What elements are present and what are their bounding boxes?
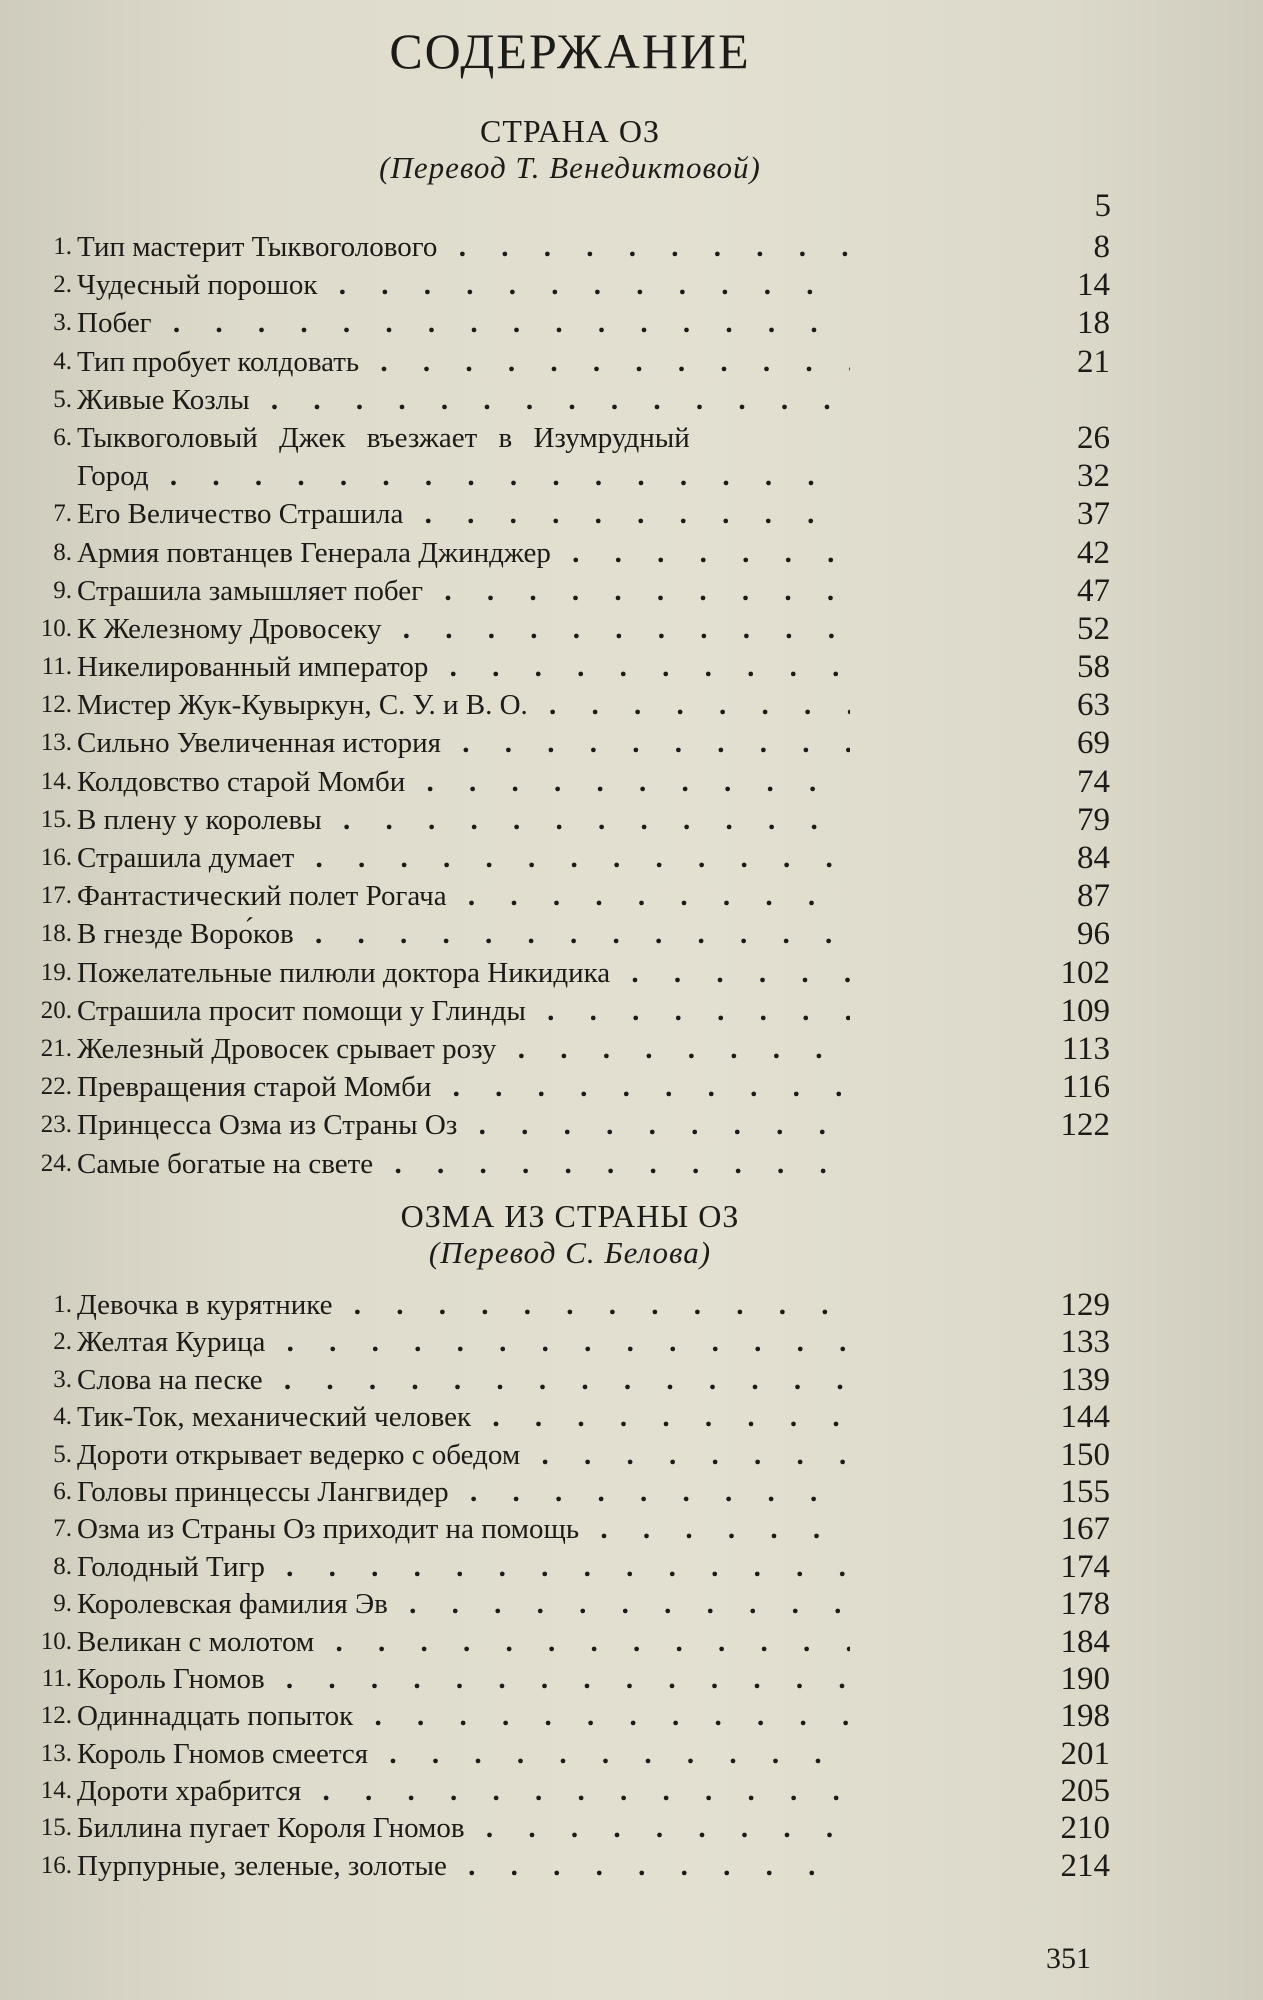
toc-entry-number: 9.: [53, 1590, 72, 1618]
toc-entry-number: 20.: [40, 996, 72, 1024]
toc-entry: [30, 724, 1120, 762]
section-title-ozma: ОЗМА ИЗ СТРАНЫ ОЗ: [400, 1198, 740, 1234]
toc-entry-number: 3.: [53, 1365, 72, 1393]
toc-entry: [30, 1510, 1120, 1547]
toc-entry-number: 18.: [40, 920, 72, 948]
toc-entry-title: Колдовство старой Момби . . .: [77, 763, 850, 801]
toc-entry: [30, 1473, 1120, 1510]
toc-entry-title: Тип мастерит Тыквоголового . . .: [77, 228, 850, 266]
toc-entry: [30, 1847, 1120, 1884]
toc-entry-page: 150: [1060, 1436, 1110, 1473]
section-translator-strana-oz: (Перевод Т. Венедиктовой): [379, 150, 761, 185]
toc-entry-number: 6.: [53, 1477, 72, 1505]
toc-entry-page: 210: [1060, 1810, 1110, 1847]
toc-entry-page: 26: [1077, 419, 1110, 456]
toc-entry-page: 122: [1060, 1107, 1110, 1144]
toc-entry-title: Девочка в курятнике . . .: [77, 1286, 850, 1324]
toc-entry: [30, 801, 1120, 839]
toc-entry-title: Страшила замышляет побег . . .: [77, 572, 850, 610]
toc-entry-number: 9.: [53, 576, 72, 604]
toc-entry-page: 113: [1061, 1030, 1110, 1067]
toc-entry-title: Тыквоголовый Джек въезжает в Изумрудный: [77, 421, 690, 454]
toc-entry-number: 16.: [40, 844, 72, 871]
toc-entry: [30, 686, 1120, 724]
toc-entry-page: 174: [1060, 1548, 1110, 1585]
toc-entry-title: Страшила просит помощи у Глинды . . .: [77, 992, 850, 1030]
toc-entry-number: 11.: [41, 1664, 72, 1692]
toc-entry: [30, 1548, 1120, 1585]
toc-entry-page: 14: [1077, 267, 1110, 304]
toc-entry-title: Побег . . .: [77, 304, 850, 342]
toc-entry: [30, 419, 1120, 457]
toc-entry-title: Слова на песке . . .: [77, 1361, 850, 1399]
toc-entry: [30, 610, 1120, 648]
toc-entry-title: Великан с молотом . . .: [77, 1623, 850, 1661]
toc-entry-page: 18: [1077, 305, 1110, 342]
toc-entry-page: 139: [1060, 1361, 1110, 1398]
toc-entry-title: Желтая Курица . . .: [77, 1323, 850, 1361]
toc-entry: [30, 1145, 1120, 1183]
toc-entry: [30, 343, 1120, 381]
toc-entry: [30, 1361, 1120, 1398]
toc-entry: [30, 1809, 1120, 1846]
toc-entry-page: 84: [1077, 840, 1110, 876]
toc-entry: [30, 1735, 1120, 1772]
toc-entry-title: Дороти храбрится . . .: [77, 1772, 850, 1810]
toc-entry-number: 4.: [53, 1403, 72, 1431]
toc-entry-page: 205: [1060, 1773, 1110, 1810]
toc-entry-page: 63: [1077, 687, 1110, 724]
toc-entry: [30, 457, 1120, 495]
toc-entry-page: 21: [1077, 343, 1110, 380]
page-title: СОДЕРЖАНИЕ: [389, 23, 751, 79]
toc-entry-title: Дороти открывает ведерко с обедом . . .: [77, 1436, 850, 1474]
toc-entry-number: 2.: [53, 1328, 72, 1356]
toc-entry-title: Король Гномов смеется . . .: [77, 1735, 850, 1773]
toc-entry-number: 12.: [40, 691, 72, 719]
toc-entry-title: Озма из Страны Оз приходит на помощь . . .: [77, 1510, 850, 1548]
toc-entry-title: Голодный Тигр . . .: [77, 1548, 850, 1586]
toc-entry-number: 16.: [40, 1851, 72, 1879]
toc-entry: [30, 1623, 1120, 1660]
toc-entry: [30, 266, 1120, 304]
toc-entry-title: Страшила думает . . .: [77, 839, 850, 877]
toc-entry-page: 109: [1060, 992, 1110, 1029]
toc-entry-title: Принцесса Озма из Страны Оз . . .: [77, 1106, 850, 1144]
toc-entry-title: В плену у королевы . . .: [77, 801, 850, 839]
toc-entry-number: 23.: [40, 1111, 72, 1139]
toc-entry: [30, 648, 1120, 686]
toc-entry-number: 7.: [53, 500, 72, 528]
toc-entry-title: Тик-Ток, механический человек . . .: [77, 1398, 850, 1436]
toc-entry: [30, 1030, 1120, 1068]
toc-entry-number: 19.: [40, 958, 72, 986]
toc-entry-page: 47: [1077, 572, 1110, 609]
toc-entry: [30, 572, 1120, 610]
toc-entry-number: 17.: [40, 882, 72, 910]
toc-entry-number: 11.: [41, 653, 72, 681]
toc-entry-number: 2.: [53, 271, 72, 299]
toc-entry-page: 42: [1077, 534, 1110, 571]
toc-entry-page: 8: [1093, 229, 1110, 265]
toc-entry-page: 129: [1060, 1287, 1110, 1323]
toc-entry-title: Чудесный порошок . . .: [77, 266, 850, 304]
toc-entry: [30, 915, 1120, 953]
toc-entry-page: 96: [1077, 916, 1110, 953]
toc-entry: [30, 1697, 1120, 1734]
toc-entry-number: 10.: [40, 1627, 72, 1655]
section-title-strana-oz: СТРАНА ОЗ: [479, 113, 661, 149]
toc-entry-number: 14.: [40, 767, 72, 795]
toc-entry: [30, 992, 1120, 1030]
toc-entry-page: 144: [1060, 1399, 1110, 1436]
toc-entry: [30, 1585, 1120, 1622]
toc-entry: [30, 1323, 1120, 1360]
toc-entry-number: 6.: [53, 423, 72, 451]
toc-entry: [30, 534, 1120, 572]
toc-entry-title: Мистер Жук-Кувыркун, С. У. и В. О. . . .: [77, 686, 850, 724]
toc-entry-title: Головы принцессы Лангвидер . . .: [77, 1473, 850, 1511]
toc-entry: [30, 1436, 1120, 1473]
toc-entry-number: 5.: [53, 385, 72, 413]
toc-entry-title: Превращения старой Момби . . .: [77, 1068, 850, 1106]
toc-entry-page: 167: [1060, 1511, 1110, 1548]
toc-entry-title: Сильно Увеличенная история . . .: [77, 724, 850, 762]
toc-entry-page: 52: [1077, 610, 1110, 647]
toc-entry-title: Никелированный император . . .: [77, 648, 850, 686]
toc-entry-title: Армия повтанцев Генерала Джинджер . . .: [77, 534, 850, 572]
toc-entry-page: 190: [1060, 1660, 1110, 1697]
toc-entry-page: 198: [1060, 1698, 1110, 1735]
toc-entry-number: 12.: [40, 1702, 72, 1730]
toc-list-ozma: [30, 1286, 1120, 1884]
toc-entry-number: 8.: [53, 538, 72, 566]
toc-entry-title: Живые Козлы . . .: [77, 381, 850, 419]
toc-entry-title: Одиннадцать попыток . . .: [77, 1697, 850, 1735]
toc-entry-page: 133: [1060, 1324, 1110, 1361]
toc-entry-number: 13.: [40, 729, 72, 757]
toc-entry-number: 5.: [53, 1440, 72, 1468]
toc-entry: [30, 1398, 1120, 1435]
toc-entry: [30, 1286, 1120, 1323]
toc-entry-page: 201: [1060, 1735, 1110, 1772]
toc-entry-title: Королевская фамилия Эв . . .: [77, 1585, 850, 1623]
toc-entry-title: Город . . .: [77, 457, 850, 495]
toc-entry-page: 214: [1060, 1847, 1110, 1884]
toc-entry-title: Пожелательные пилюли доктора Никидика . . .: [77, 954, 850, 992]
toc-entry-number: 7.: [53, 1515, 72, 1543]
toc-entry: [30, 1660, 1120, 1697]
toc-entry-title: Его Величество Страшила . . .: [77, 495, 850, 533]
toc-entry: [30, 1068, 1120, 1106]
toc-entry: [30, 381, 1120, 419]
toc-entry-number: 22.: [40, 1073, 72, 1101]
toc-entry-number: 1.: [53, 233, 72, 260]
toc-entry-number: 15.: [40, 805, 72, 833]
toc-entry-title: Король Гномов . . .: [77, 1660, 850, 1698]
toc-entry-title: В гнезде Воро́ков . . .: [77, 915, 850, 953]
toc-entry-page: 178: [1060, 1586, 1110, 1623]
toc-entry-page: 184: [1060, 1623, 1110, 1660]
toc-entry: [30, 495, 1120, 533]
toc-entry: [30, 763, 1120, 801]
toc-entry-page: 69: [1077, 725, 1110, 762]
toc-list-strana-oz: [30, 228, 1120, 1183]
toc-entry: [30, 954, 1120, 992]
toc-entry-number: 10.: [40, 614, 72, 642]
toc-entry: [30, 304, 1120, 342]
toc-entry-number: 13.: [40, 1739, 72, 1767]
toc-entry-page: 58: [1077, 649, 1110, 686]
toc-entry-number: 14.: [40, 1777, 72, 1805]
toc-entry-page: 37: [1077, 496, 1110, 533]
toc-entry-title: Самые богатые на свете . . .: [77, 1145, 850, 1183]
toc-entry-page: 74: [1077, 763, 1110, 800]
toc-entry-number: 4.: [53, 347, 72, 375]
toc-entry-title: Тип пробует колдовать . . .: [77, 343, 850, 381]
toc-entry-number: 1.: [53, 1291, 72, 1318]
toc-entry-page: 79: [1077, 801, 1110, 838]
page-number: 351: [1046, 1942, 1091, 1975]
intro-page-number: 5: [1094, 188, 1111, 224]
toc-entry-title: Пурпурные, зеленые, золотые . . .: [77, 1847, 850, 1885]
toc-entry-title: Железный Дровосек срывает розу . . .: [77, 1030, 850, 1068]
toc-entry: [30, 1772, 1120, 1809]
toc-entry-title: К Железному Дровосеку . . .: [77, 610, 850, 648]
toc-entry-page: 102: [1060, 954, 1110, 991]
toc-entry-number: 8.: [53, 1552, 72, 1580]
toc-entry-number: 15.: [40, 1814, 72, 1842]
toc-entry: [30, 877, 1120, 915]
toc-entry: [30, 1106, 1120, 1144]
toc-entry: [30, 228, 1120, 266]
toc-entry-number: 21.: [40, 1034, 72, 1062]
toc-entry-number: 24.: [40, 1149, 72, 1177]
toc-entry-page: 87: [1077, 878, 1110, 915]
section-translator-ozma: (Перевод С. Белова): [428, 1235, 712, 1270]
toc-entry-title: Фантастический полет Рогача . . .: [77, 877, 850, 915]
toc-entry: [30, 839, 1120, 877]
toc-entry-title: Биллина пугает Короля Гномов . . .: [77, 1809, 850, 1847]
toc-entry-page: 155: [1060, 1473, 1110, 1510]
toc-entry-page: 32: [1077, 458, 1110, 495]
toc-entry-page: 116: [1061, 1069, 1110, 1106]
toc-entry-number: 3.: [53, 309, 72, 337]
